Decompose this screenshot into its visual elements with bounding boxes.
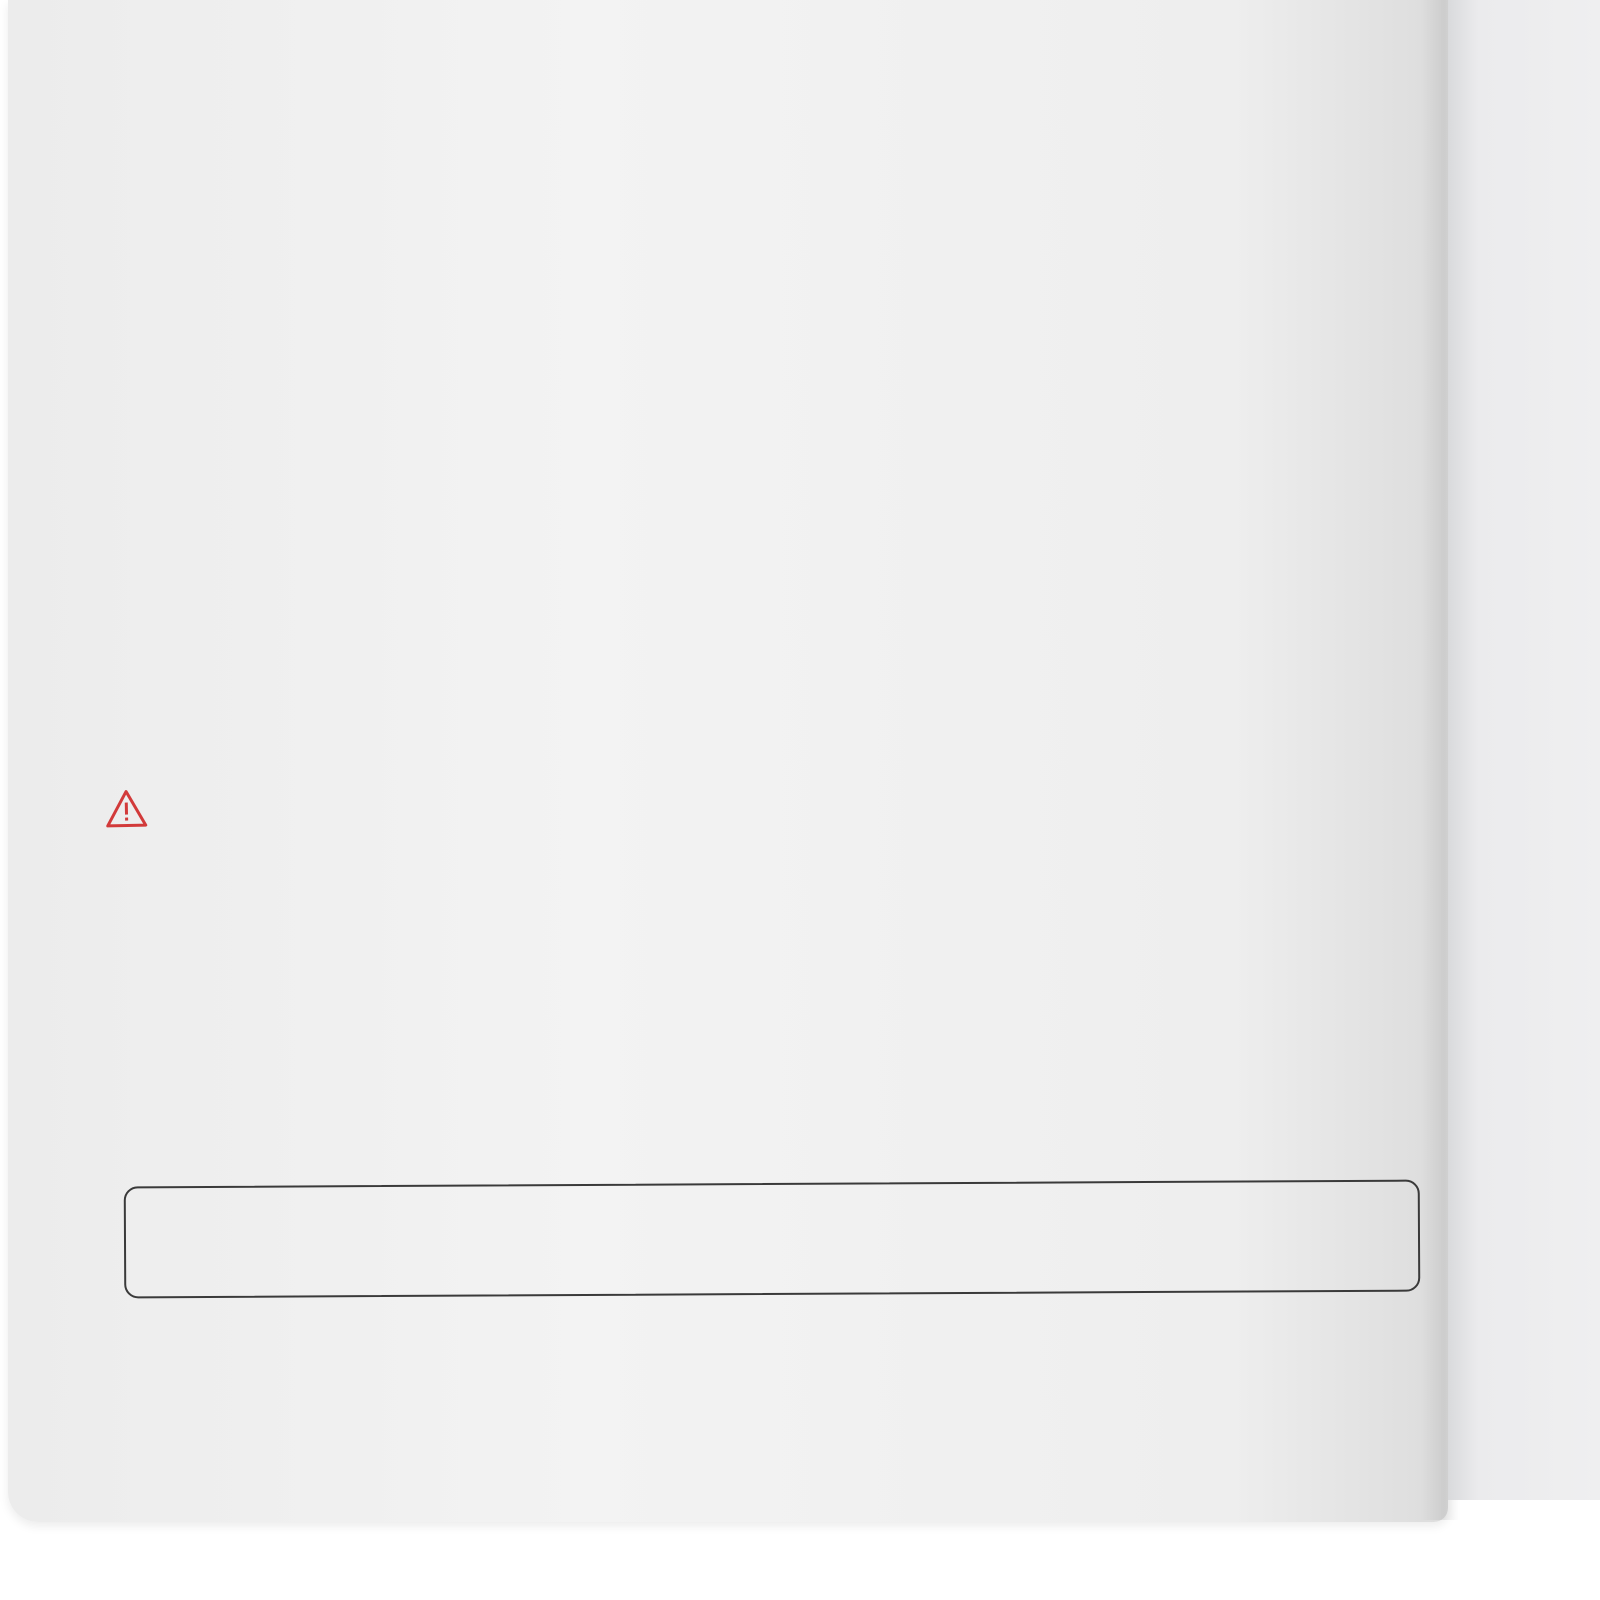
manual-page-right [1448,0,1600,1500]
warning-heading [104,762,1425,836]
technical-data-box [124,1180,1421,1299]
warning-triangle-icon [104,788,149,837]
manual-page-left [8,0,1448,1522]
warning-section [104,762,1425,836]
